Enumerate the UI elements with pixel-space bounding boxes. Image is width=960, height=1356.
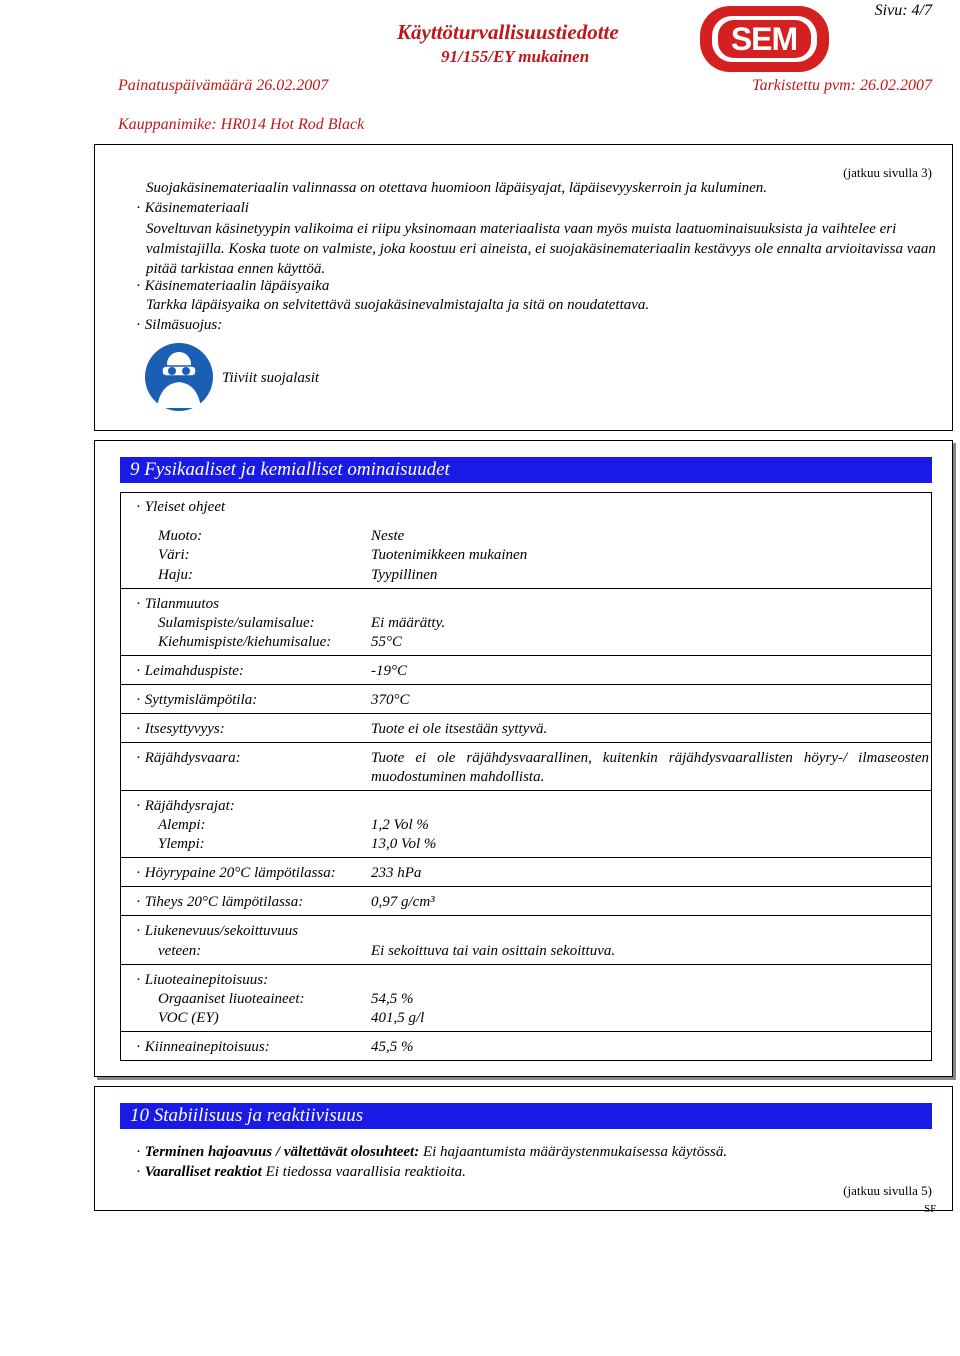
solids-value: 45,5 % xyxy=(371,1039,414,1055)
permeation-text: Tarkka läpäisyaika on selvitettävä suojakäsinevalmistajalta ja sitä on noudatettava. xyxy=(146,297,650,313)
flash-value: -19°C xyxy=(371,663,407,679)
print-date: Painatuspäivämäärä 26.02.2007 xyxy=(118,77,329,94)
eye-protection-text: Tiiviit suojalasit xyxy=(222,370,320,386)
lower-label: Alempi: xyxy=(158,817,206,833)
boiling-value: 55°C xyxy=(371,634,403,650)
upper-value: 13,0 Vol % xyxy=(371,836,437,852)
selfign-label: · Itsesyttyvyys: xyxy=(136,720,225,739)
lower-value: 1,2 Vol % xyxy=(371,817,429,833)
solubility-label-2: veteen: xyxy=(158,943,202,959)
glove-material-text: Soveltuvan käsinetyypin valikoima ei riipu yksinomaan materiaalista vaan myös muista laatuominaisuuksista ja vaihtelee eri valmistajilla. Koska tuote on valmiste, joka koostuu eri aineista, ei suojakäsinemateriaalin kestävyys ole ennalta arvioitavissa vaan pitää tarkistaa ennen käyttöä. xyxy=(146,221,936,277)
form-label: Muoto: xyxy=(158,528,203,544)
section10-title: 10 Stabiilisuus ja reaktiivisuus xyxy=(120,1103,932,1129)
density-value: 0,97 g/cm³ xyxy=(371,894,435,910)
trade-name: Kauppanimike: HR014 Hot Rod Black xyxy=(118,116,365,133)
form-value: Neste xyxy=(371,528,405,544)
selfign-value: Tuote ei ole itsestään syttyvä. xyxy=(371,721,548,737)
boiling-label: Kiehumispiste/kiehumisalue: xyxy=(158,634,332,650)
color-value: Tuotenimikkeen mukainen xyxy=(371,547,528,563)
gloves-selection-text: Suojakäsinemateriaalin valinnassa on otettava huomioon läpäisyajat, läpäisevyyskerroin ja kuluminen. xyxy=(146,180,768,196)
voc-label: VOC (EY) xyxy=(158,1010,219,1026)
ignition-value: 370°C xyxy=(371,692,410,708)
solubility-label: · Liukenevuus/sekoittuvuus xyxy=(136,922,298,941)
decomposition-line: · Terminen hajoavuus / vältettävät olosuhteet: Ei hajaantumista määräystenmukaisessa käytössä. xyxy=(136,1143,727,1162)
solubility-value: Ei sekoittuva tai vain osittain sekoittuva. xyxy=(371,943,616,959)
voc-value: 401,5 g/l xyxy=(371,1010,425,1026)
general-row xyxy=(120,492,932,589)
document-subtitle: 91/155/EY mukainen xyxy=(441,47,590,66)
section9-title: 9 Fysikaaliset ja kemialliset ominaisuudet xyxy=(120,457,932,483)
general-heading: · Yleiset ohjeet xyxy=(136,498,225,517)
ignition-label: · Syttymislämpötila: xyxy=(136,691,257,710)
eye-protection-heading: · Silmäsuojus: xyxy=(136,316,222,335)
limits-row xyxy=(120,790,932,858)
limits-label: · Räjähdysrajat: xyxy=(136,797,235,816)
explosion-label: · Räjähdysvaara: xyxy=(136,749,241,768)
document-title: Käyttöturvallisuustiedotte xyxy=(397,20,619,44)
organic-label: Orgaaniset liuoteaineet: xyxy=(158,991,305,1007)
vapour-label: · Höyrypaine 20°C lämpötilassa: xyxy=(136,864,336,883)
organic-value: 54,5 % xyxy=(371,991,414,1007)
odor-value: Tyypillinen xyxy=(371,567,438,583)
color-label: Väri: xyxy=(158,547,190,563)
glove-material-heading: · Käsinemateriaali xyxy=(136,199,249,218)
checked-date: Tarkistettu pvm: 26.02.2007 xyxy=(752,77,932,94)
continued-from: (jatkuu sivulla 3) xyxy=(843,165,932,180)
melting-label: Sulamispiste/sulamisalue: xyxy=(158,615,315,631)
density-label: · Tiheys 20°C lämpötilassa: xyxy=(136,893,303,912)
sem-logo-text: SEM xyxy=(730,21,798,57)
melting-value: Ei määrätty. xyxy=(371,615,446,631)
solids-label: · Kiinneainepitoisuus: xyxy=(136,1038,270,1057)
permeation-heading: · Käsinemateriaalin läpäisyaika xyxy=(136,277,329,296)
flash-label: · Leimahduspiste: xyxy=(136,662,244,681)
explosion-value: Tuote ei ole räjähdysvaarallinen, kuitenkin räjähdysvaarallisten höyry-/ ilmaseosten muodostuminen mahdollista. xyxy=(371,750,929,785)
continued-to: (jatkuu sivulla 5) xyxy=(843,1183,932,1198)
language-code: SF xyxy=(924,1203,937,1215)
sem-logo xyxy=(698,2,831,76)
solvent-label: · Liuoteainepitoisuus: xyxy=(136,971,268,990)
sem-logo-graphic xyxy=(698,2,831,76)
goggles-mandatory-icon xyxy=(144,342,214,412)
odor-label: Haju: xyxy=(158,567,193,583)
page-number: Sivu: 4/7 xyxy=(874,2,932,19)
reactions-line: · Vaaralliset reaktiot Ei tiedossa vaarallisia reaktioita. xyxy=(136,1163,466,1182)
state-heading: · Tilanmuutos xyxy=(136,595,219,614)
upper-label: Ylempi: xyxy=(158,836,205,852)
vapour-value: 233 hPa xyxy=(371,865,422,881)
